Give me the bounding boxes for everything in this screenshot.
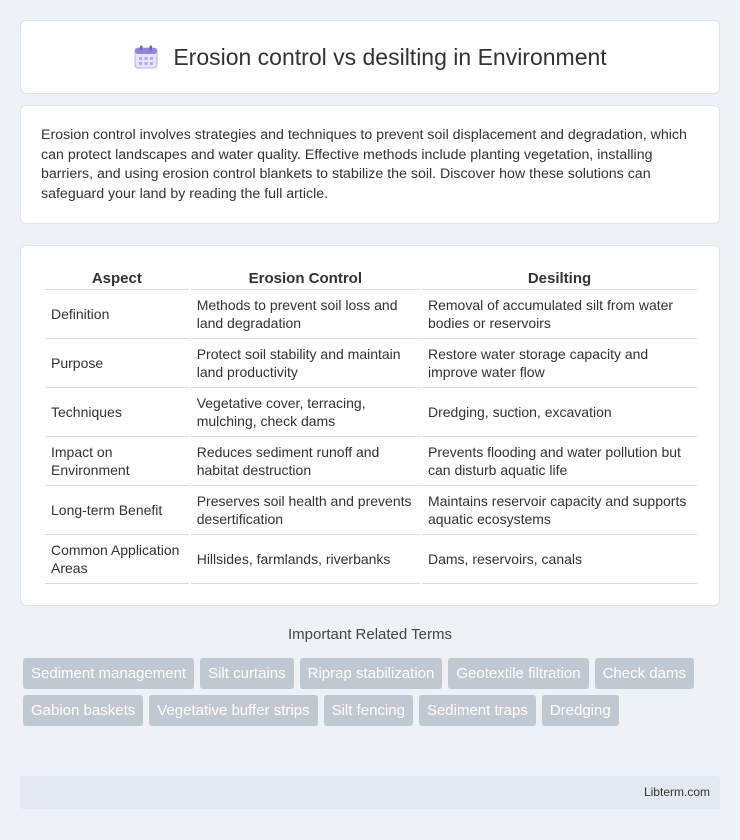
row-aspect: Common Application Areas	[45, 535, 189, 584]
row-desilting: Prevents flooding and water pollution but can disturb aquatic life	[422, 437, 697, 486]
row-aspect: Purpose	[45, 339, 189, 388]
table-row	[45, 290, 697, 339]
header-aspect: Aspect	[45, 264, 189, 290]
row-desilting: Dredging, suction, excavation	[422, 388, 697, 437]
row-aspect: Impact on Environment	[45, 437, 189, 486]
table-row	[45, 535, 697, 584]
related-term-tag[interactable]: Silt fencing	[324, 695, 413, 726]
related-term-tag[interactable]: Check dams	[595, 658, 694, 689]
row-desilting: Dams, reservoirs, canals	[422, 535, 697, 584]
row-aspect: Definition	[45, 290, 189, 339]
row-aspect: Techniques	[45, 388, 189, 437]
related-terms-list	[23, 658, 703, 732]
header-desilting: Desilting	[422, 264, 697, 290]
related-term-tag[interactable]: Sediment management	[23, 658, 194, 689]
related-term-tag[interactable]: Sediment traps	[419, 695, 536, 726]
related-term-tag[interactable]: Riprap stabilization	[300, 658, 443, 689]
related-term-tag[interactable]: Dredging	[542, 695, 619, 726]
row-erosion-control: Hillsides, farmlands, riverbanks	[191, 535, 420, 584]
row-erosion-control: Vegetative cover, terracing, mulching, check dams	[191, 388, 420, 437]
calendar-icon	[133, 44, 159, 70]
row-desilting: Maintains reservoir capacity and supports aquatic ecosystems	[422, 486, 697, 535]
footer-site-link[interactable]: Libterm.com	[643, 785, 710, 799]
page-title: Erosion control vs desilting in Environment	[173, 43, 607, 70]
table-row	[45, 486, 697, 535]
row-desilting: Removal of accumulated silt from water bodies or reservoirs	[422, 290, 697, 339]
related-term-tag[interactable]: Gabion baskets	[23, 695, 143, 726]
row-erosion-control: Methods to prevent soil loss and land degradation	[191, 290, 420, 339]
row-erosion-control: Preserves soil health and prevents desertification	[191, 486, 420, 535]
row-erosion-control: Protect soil stability and maintain land productivity	[191, 339, 420, 388]
row-aspect: Long-term Benefit	[45, 486, 189, 535]
intro-card	[20, 105, 720, 224]
header-erosion-control: Erosion Control	[191, 264, 420, 290]
table-row	[45, 388, 697, 437]
comparison-table	[43, 264, 699, 584]
intro-text: Erosion control involves strategies and techniques to prevent soil displacement and degradation, which can protect landscapes and water quality. Effective methods include planting vegetation, installing barriers, and using erosion control blankets to stabilize the soil. Discover how these solutions can safeguard your land by reading the full article.	[41, 127, 687, 202]
title-card	[20, 20, 720, 94]
table-row	[45, 339, 697, 388]
table-header-row	[45, 264, 697, 290]
comparison-table-card	[20, 245, 720, 606]
related-terms-title: Important Related Terms	[288, 626, 452, 643]
row-desilting: Restore water storage capacity and improve water flow	[422, 339, 697, 388]
row-erosion-control: Reduces sediment runoff and habitat destruction	[191, 437, 420, 486]
table-row	[45, 437, 697, 486]
related-term-tag[interactable]: Silt curtains	[200, 658, 294, 689]
related-term-tag[interactable]: Geotextile filtration	[448, 658, 588, 689]
related-term-tag[interactable]: Vegetative buffer strips	[149, 695, 317, 726]
footer	[20, 776, 720, 809]
